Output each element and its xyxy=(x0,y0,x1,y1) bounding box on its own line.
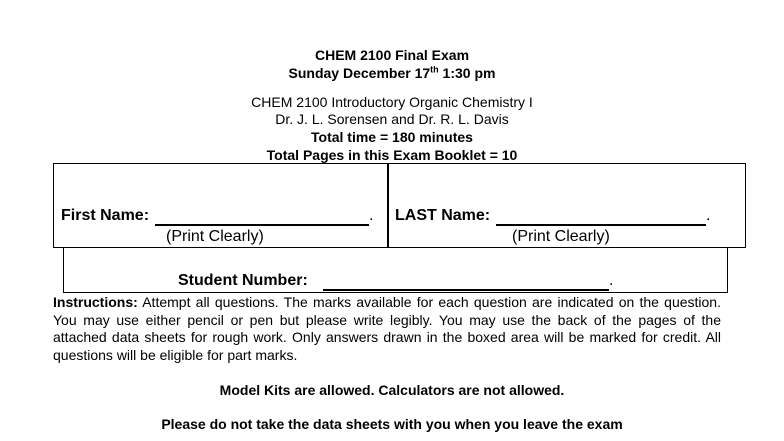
last-name-line-end: . xyxy=(706,207,711,224)
name-box xyxy=(53,163,746,248)
exam-date xyxy=(0,66,784,80)
exam-time: 1:30 pm xyxy=(438,65,496,81)
course-name: CHEM 2100 Introductory Organic Chemistry I xyxy=(251,94,533,110)
last-name-field[interactable] xyxy=(496,224,706,226)
student-number-field[interactable] xyxy=(323,289,609,291)
exam-title: CHEM 2100 Final Exam xyxy=(314,47,470,63)
name-box-divider xyxy=(387,163,389,248)
instructions-paragraph xyxy=(53,294,721,364)
student-number-line-end: . xyxy=(609,272,614,289)
instructions-label: Instructions: xyxy=(53,294,138,310)
first-name-line-end: . xyxy=(369,207,374,224)
first-name-field[interactable] xyxy=(155,224,369,226)
last-name-hint: (Print Clearly) xyxy=(512,228,610,245)
student-number-box xyxy=(63,247,728,293)
instructions-text: Attempt all questions. The marks available for each question are indicated on the question. You may use either pencil or pen but please write legibly. You may use the back of the pages of the attached data sheets for rough work. Only answers drawn in the boxed area will be marked for credit. All questions will be eligible for part marks. xyxy=(53,294,721,363)
total-pages: Total Pages in this Exam Booklet = 10 xyxy=(266,147,518,163)
exam-date-prefix: Sunday December 17 xyxy=(288,65,431,81)
total-time: Total time = 180 minutes xyxy=(311,129,473,145)
first-name-hint: (Print Clearly) xyxy=(166,228,264,245)
instructors: Dr. J. L. Sorensen and Dr. R. L. Davis xyxy=(275,111,509,127)
kits-notice: Model Kits are allowed. Calculators are not allowed. xyxy=(219,382,565,398)
data-sheets-notice: Please do not take the data sheets with you when you leave the exam xyxy=(161,416,623,432)
student-number-label: Student Number: xyxy=(178,272,308,289)
first-name-label: First Name: xyxy=(61,207,150,224)
last-name-label: LAST Name: xyxy=(395,207,491,224)
exam-date-suffix: th xyxy=(430,64,439,75)
